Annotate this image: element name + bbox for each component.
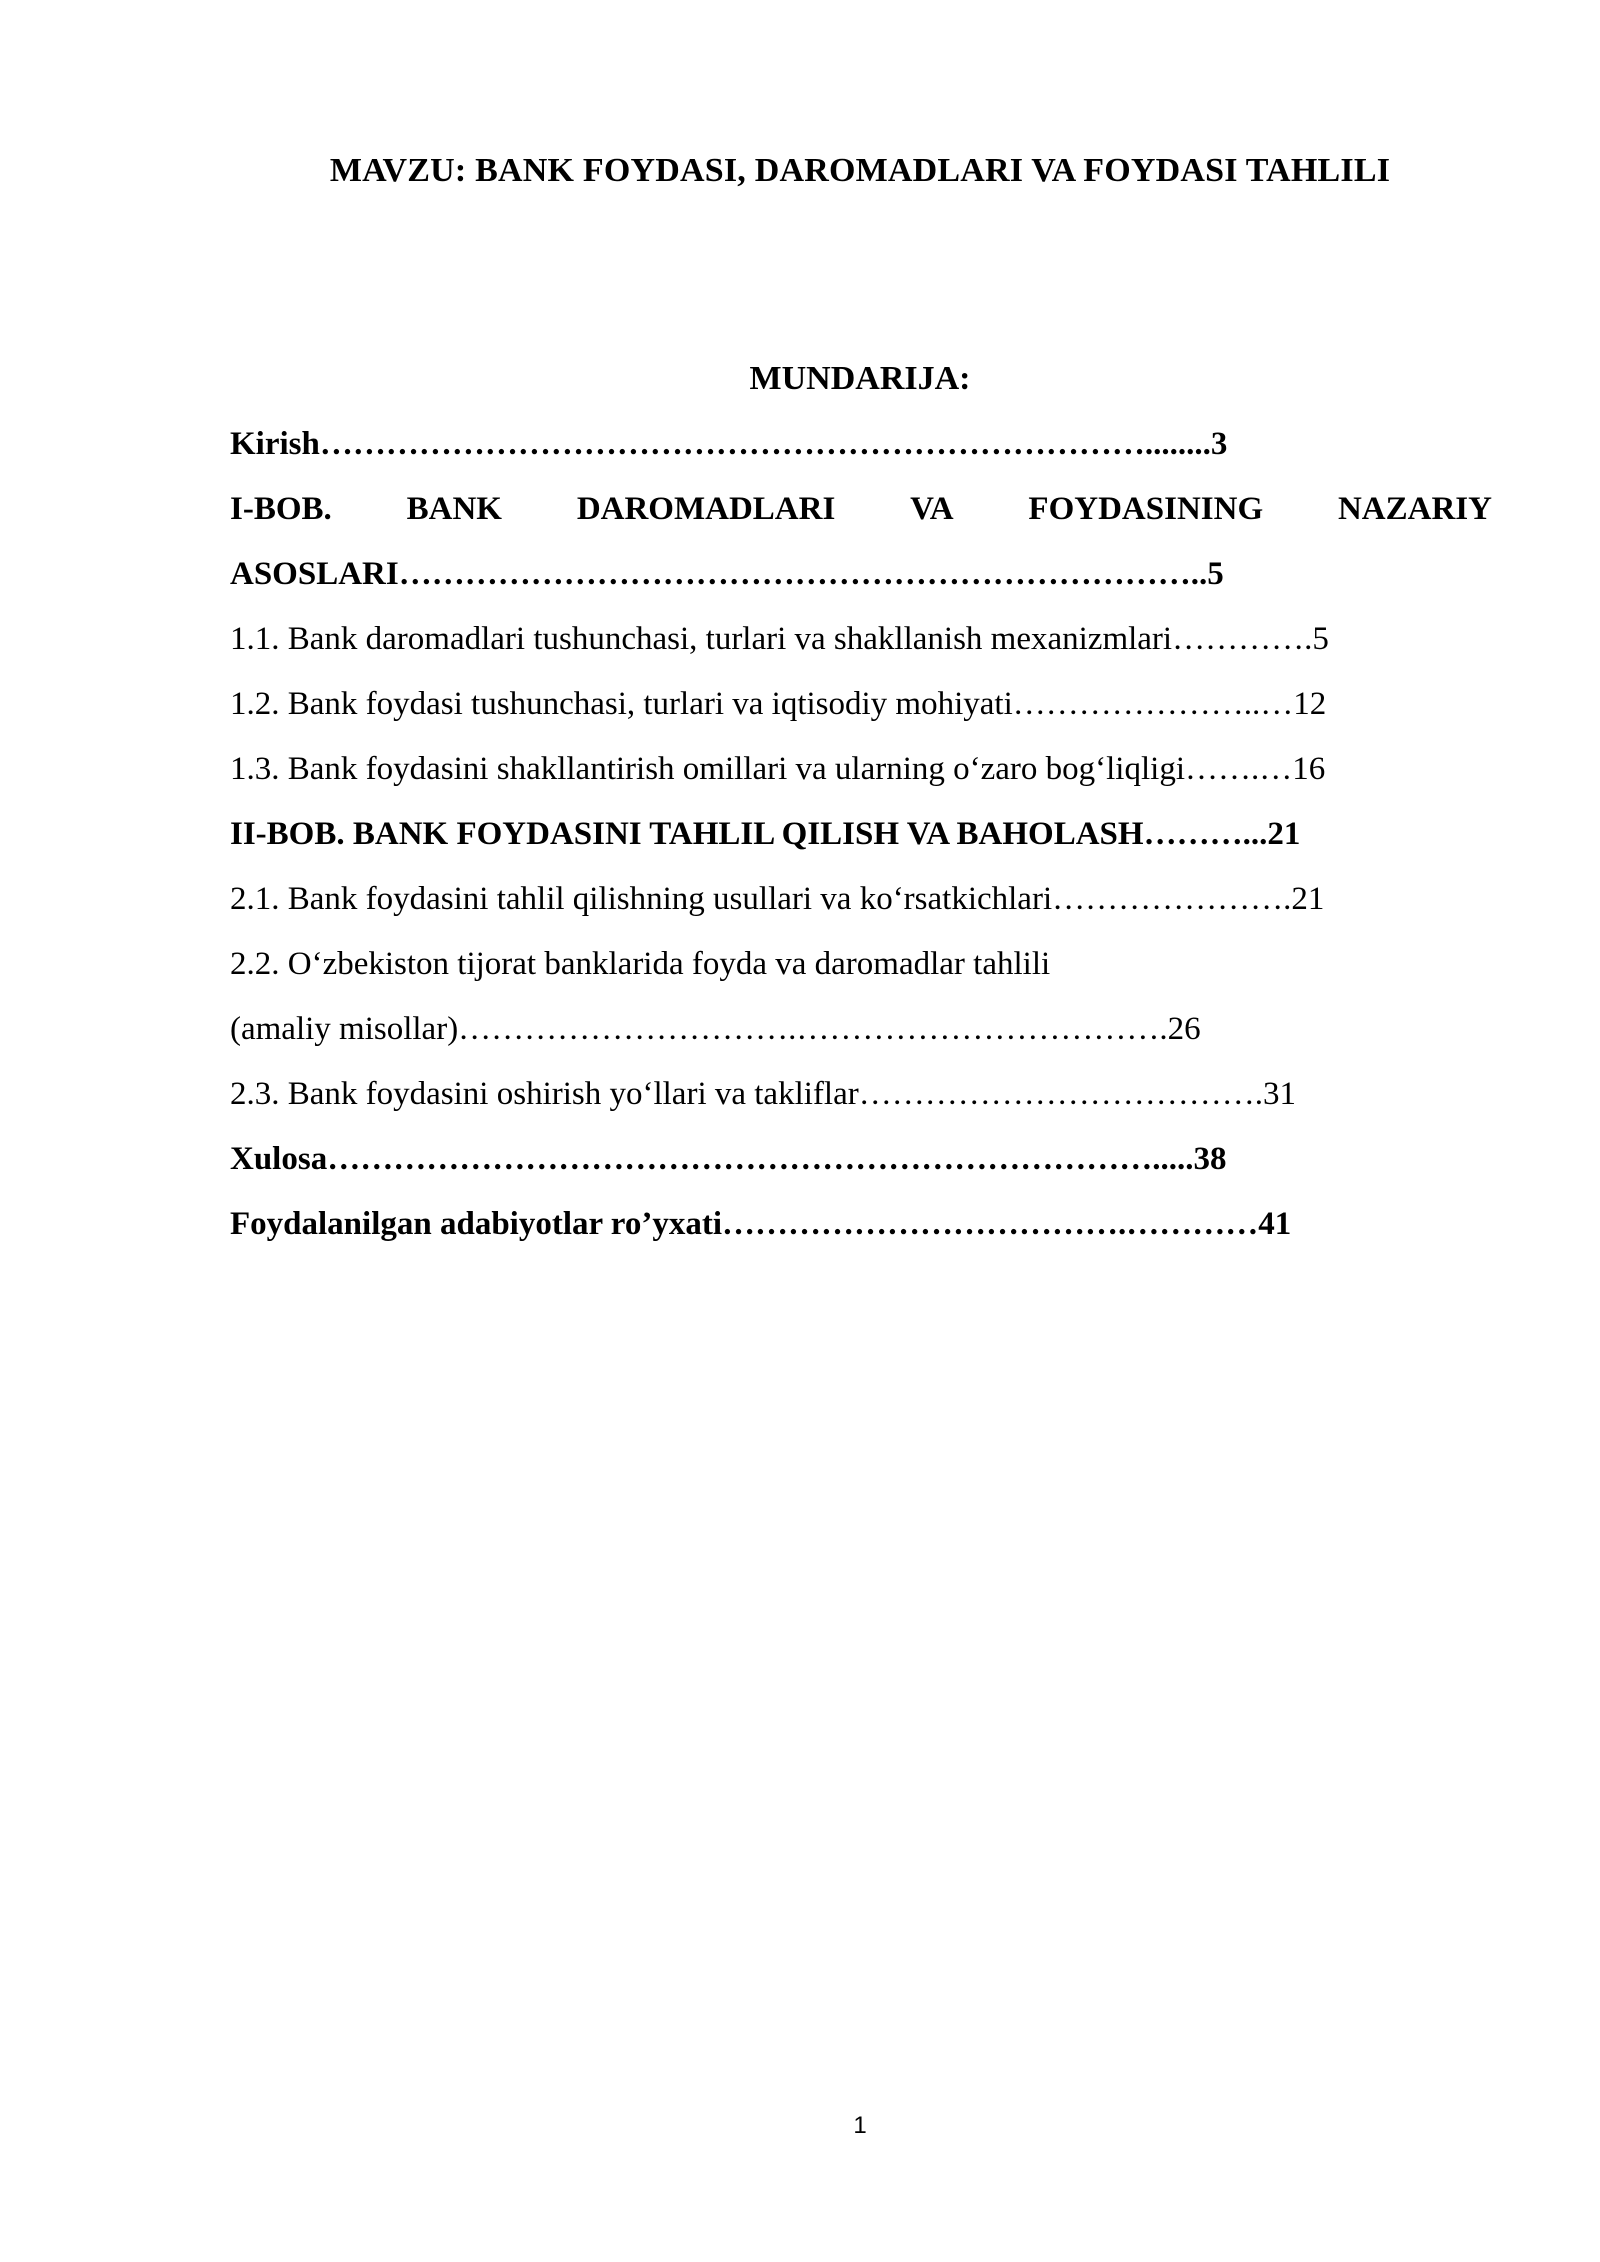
document-topic-title: MAVZU: BANK FOYDASI, DAROMADLARI VA FOYDASI TAHLILI	[329, 152, 1391, 189]
toc-chapter1-word: VA	[910, 491, 954, 527]
toc-entry-xulosa: Xulosa………………………………………………………………….....38	[230, 1141, 1227, 1177]
toc-heading: MUNDARIJA:	[749, 360, 971, 397]
page-number: 1	[853, 2112, 867, 2139]
toc-entry-section-1-3: 1.3. Bank foydasini shakllantirish omillari va ularning o‘zaro bog‘liqligi…….…16	[230, 751, 1326, 787]
toc-chapter1-word: BANK	[406, 491, 502, 527]
toc-chapter1-word: NAZARIY	[1337, 491, 1492, 527]
toc-entry-chapter2: II-BOB. BANK FOYDASINI TAHLIL QILISH VA BAHOLASH………...21	[230, 816, 1301, 852]
toc-entry-section-2-2-line1: 2.2. O‘zbekiston tijorat banklarida foyda va daromadlar tahlili	[230, 946, 1051, 982]
toc-chapter1-word: FOYDASINING	[1028, 491, 1264, 527]
toc-entry-section-2-3: 2.3. Bank foydasini oshirish yo‘llari va takliflar……………………………….31	[230, 1076, 1296, 1112]
toc-chapter1-word: I-BOB.	[230, 491, 332, 527]
toc-entry-adabiyotlar: Foydalanilgan adabiyotlar ro’yxati……………………………….…………41	[230, 1206, 1292, 1242]
toc-entry-section-2-2-line2: (amaliy misollar)………………………….…………………………….26	[230, 1011, 1201, 1047]
toc-entry-section-1-2: 1.2. Bank foydasi tushunchasi, turlari va iqtisodiy mohiyati…………………..…12	[230, 686, 1327, 722]
toc-entry-chapter1-line2: ASOSLARI………………………………………………………………..5	[230, 556, 1224, 592]
toc-chapter1-word: DAROMADLARI	[576, 491, 836, 527]
toc-entry-chapter1-line1	[230, 489, 1492, 529]
toc-entry-section-2-1: 2.1. Bank foydasini tahlil qilishning usullari va ko‘rsatkichlari………………….21	[230, 881, 1325, 917]
toc-entry-section-1-1: 1.1. Bank daromadlari tushunchasi, turlari va shakllanish mexanizmlari………….5	[230, 621, 1329, 657]
toc-entry-kirish: Kirish…………………………………………………………………........3	[230, 426, 1228, 462]
